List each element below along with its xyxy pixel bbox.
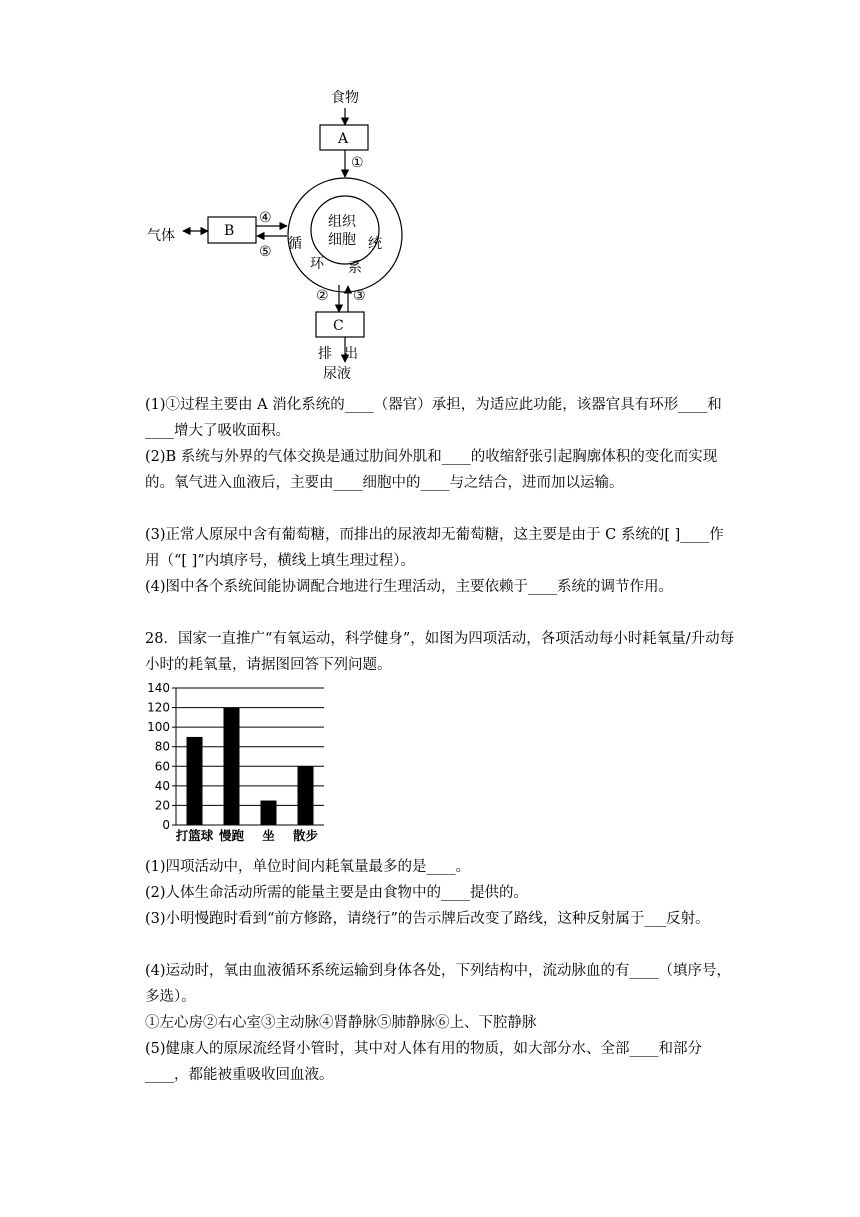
q28-part-5: (5)健康人的原尿流经肾小管时，其中对人体有用的物质，如大部分水、全部____和部分____，都能被重吸收回血液。 — [145, 1041, 703, 1083]
chart-y-tick-label: 0 — [162, 818, 170, 832]
q28-intro: 28．国家一直推广“有氧运动，科学健身”，如图为四项活动，各项活动每小时耗氧量/升动每小时的耗氧量，请据图回答下列问题。 — [145, 631, 735, 673]
excrete-chu: 出 — [344, 346, 358, 362]
num-2: ② — [316, 288, 329, 304]
box-a-label: A — [338, 131, 349, 147]
tissue-cell-circle — [311, 196, 379, 264]
q27-part-1: (1)①过程主要由 A 消化系统的____（器官）承担，为适应此功能，该器官具有环形____和____增大了吸收面积。 — [145, 397, 722, 439]
body-systems-svg — [140, 80, 460, 390]
chart-x-tick-label: 坐 — [262, 828, 275, 843]
num-5: ⑤ — [259, 244, 272, 260]
chart-y-tick-label: 100 — [147, 720, 170, 735]
q27-part-3: (3)正常人原尿中含有葡萄糖，而排出的尿液却无葡萄糖，这主要是由于 C 系统的[ ]____作用（“[ ]”内填序号，横线上填生理过程）。 — [145, 527, 724, 569]
oxygen-bar-chart-svg — [140, 678, 340, 848]
circ-huan: 环 — [310, 256, 324, 272]
q27-part-2: (2)B 系统与外界的气体交换是通过肋间外肌和____的收缩舒张引起胸廓体积的变化而实现的。氧气进入血液后，主要由____细胞中的____与之结合，进而加以运输。 — [145, 449, 718, 491]
chart-x-tick-label: 慢跑 — [218, 828, 245, 843]
chart-bar — [187, 737, 203, 825]
chart-y-tick-label: 60 — [154, 759, 170, 774]
body-systems-diagram — [140, 80, 460, 390]
food-label: 食物 — [331, 90, 359, 106]
chart-bar — [261, 801, 277, 825]
q28-part-1: (1)四项活动中，单位时间内耗氧量最多的是____。 — [145, 859, 471, 875]
box-c-label: C — [333, 318, 344, 334]
box-b-label: B — [224, 223, 235, 239]
chart-y-tick-label: 120 — [147, 700, 170, 715]
chart-x-tick-label: 散步 — [292, 828, 319, 843]
chart-y-tick-label: 20 — [154, 798, 170, 813]
chart-y-tick-label: 40 — [154, 778, 170, 793]
circ-xi: 系 — [348, 260, 362, 276]
q28-part-4-options: ①左心房②右心室③主动脉④肾静脉⑤肺静脉⑥上、下腔静脉 — [145, 1015, 537, 1031]
chart-x-tick-label: 打篮球 — [175, 828, 214, 843]
excrete-pai: 排 — [318, 346, 332, 362]
chart-y-tick-label: 140 — [147, 681, 170, 695]
num-4: ④ — [259, 210, 272, 226]
num-3: ③ — [353, 288, 366, 304]
q28-part-4: (4)运动时，氧由血液循环系统运输到身体各处，下列结构中，流动脉血的有____（填序号，多选）。 — [145, 963, 732, 1005]
chart-bar — [224, 708, 240, 825]
circ-xun: 循 — [288, 236, 302, 252]
gas-label: 气体 — [147, 228, 175, 244]
tissue-label-1: 组织 — [328, 214, 356, 230]
q28-part-2: (2)人体生命活动所需的能量主要是由食物中的____提供的。 — [145, 885, 529, 901]
urine-label: 尿液 — [323, 366, 351, 382]
oxygen-consumption-chart — [140, 678, 340, 848]
q28-part-3: (3)小明慢跑时看到“前方修路，请绕行”的告示牌后改变了路线，这种反射属于___反射。 — [145, 911, 710, 927]
chart-bar — [298, 766, 314, 825]
num-1: ① — [351, 155, 364, 171]
q27-part-4: (4)图中各个系统间能协调配合地进行生理活动，主要依赖于____系统的调节作用。 — [145, 579, 674, 595]
chart-y-tick-label: 80 — [154, 739, 170, 754]
circ-tong: 统 — [368, 236, 382, 252]
tissue-label-2: 细胞 — [328, 232, 356, 248]
